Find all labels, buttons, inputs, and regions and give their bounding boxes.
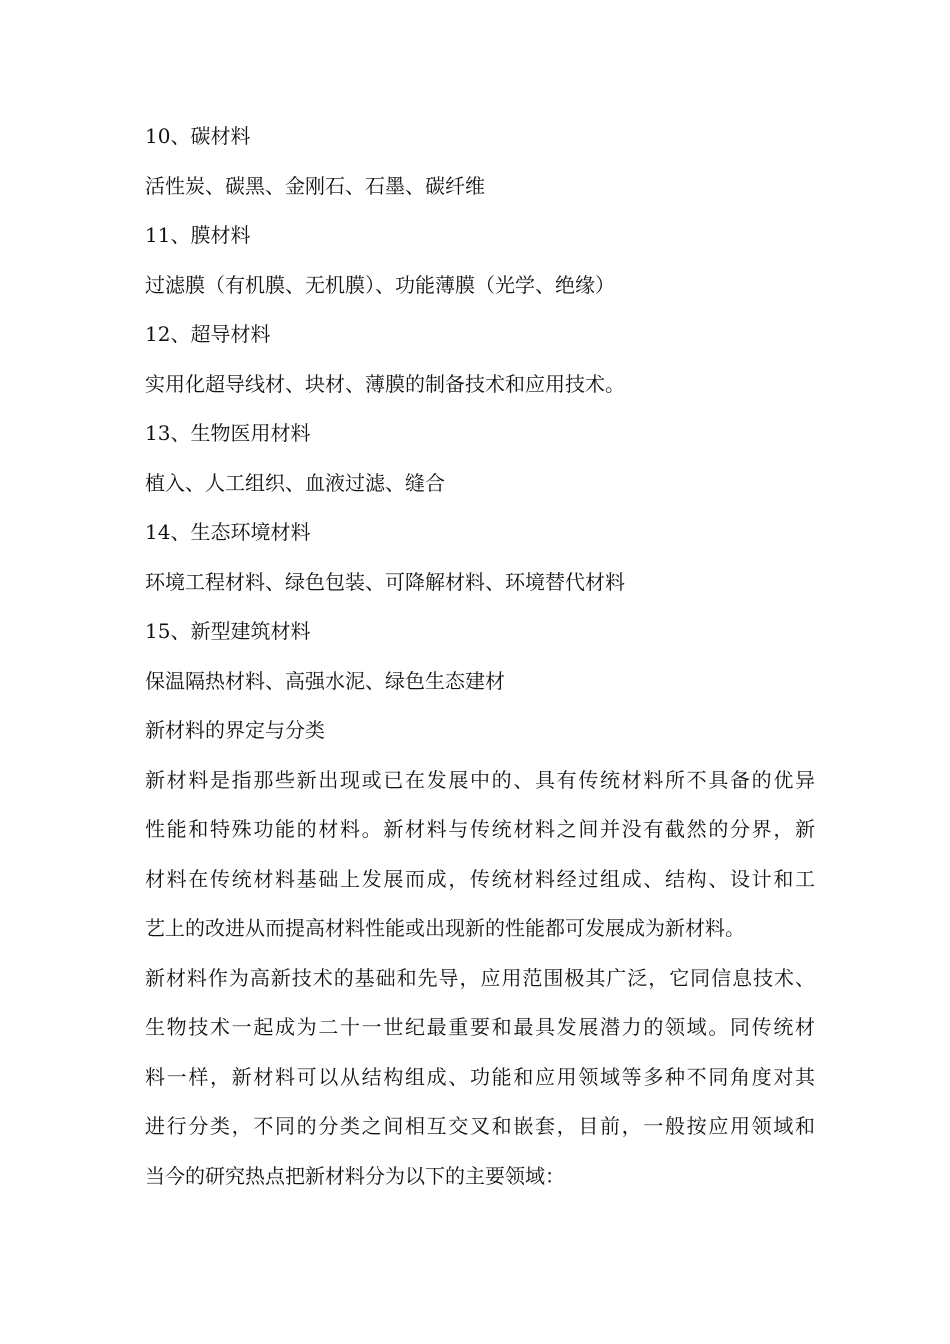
paragraph-definition <box>145 766 815 944</box>
paragraph-line: 生物技术一起成为二十一世纪最重要和最具发展潜力的领域。同传统材 <box>145 1015 815 1039</box>
paragraph-line: 新材料作为高新技术的基础和先导，应用范围极其广泛，它同信息技术、 <box>145 965 815 990</box>
item-body: 植入、人工组织、血液过滤、缝合 <box>145 470 445 495</box>
paragraph-line: 材料在传统材料基础上发展而成，传统材料经过组成、结构、设计和工 <box>145 866 815 891</box>
item-body: 过滤膜（有机膜、无机膜）、功能薄膜（光学、绝缘） <box>145 272 615 297</box>
item-heading: 15、新型建筑材料 <box>145 619 311 643</box>
paragraph-line: 当今的研究热点把新材料分为以下的主要领域： <box>145 1163 565 1188</box>
item-heading: 13、生物医用材料 <box>145 421 311 445</box>
item-heading: 14、生态环境材料 <box>145 520 311 544</box>
item-body: 实用化超导线材、块材、薄膜的制备技术和应用技术。 <box>145 371 625 396</box>
paragraph-line: 性能和特殊功能的材料。新材料与传统材料之间并没有截然的分界，新 <box>145 817 815 841</box>
paragraph-line: 新材料是指那些新出现或已在发展中的、具有传统材料所不具备的优异 <box>145 767 815 792</box>
item-heading: 10、碳材料 <box>145 124 251 148</box>
item-body: 环境工程材料、绿色包装、可降解材料、环境替代材料 <box>145 569 625 594</box>
paragraph-line: 进行分类，不同的分类之间相互交叉和嵌套，目前，一般按应用领域和 <box>145 1114 815 1138</box>
document-page <box>145 122 815 1211</box>
item-heading: 11、膜材料 <box>145 223 251 247</box>
item-body: 保温隔热材料、高强水泥、绿色生态建材 <box>145 668 505 693</box>
paragraph-line: 艺上的改进从而提高材料性能或出现新的性能都可发展成为新材料。 <box>145 916 745 940</box>
item-body: 活性炭、碳黑、金刚石、石墨、碳纤维 <box>145 173 485 198</box>
section-title: 新材料的界定与分类 <box>145 718 325 742</box>
paragraph-classification <box>145 964 815 1191</box>
paragraph-line: 料一样，新材料可以从结构组成、功能和应用领域等多种不同角度对其 <box>145 1064 815 1089</box>
item-heading: 12、超导材料 <box>145 322 271 346</box>
